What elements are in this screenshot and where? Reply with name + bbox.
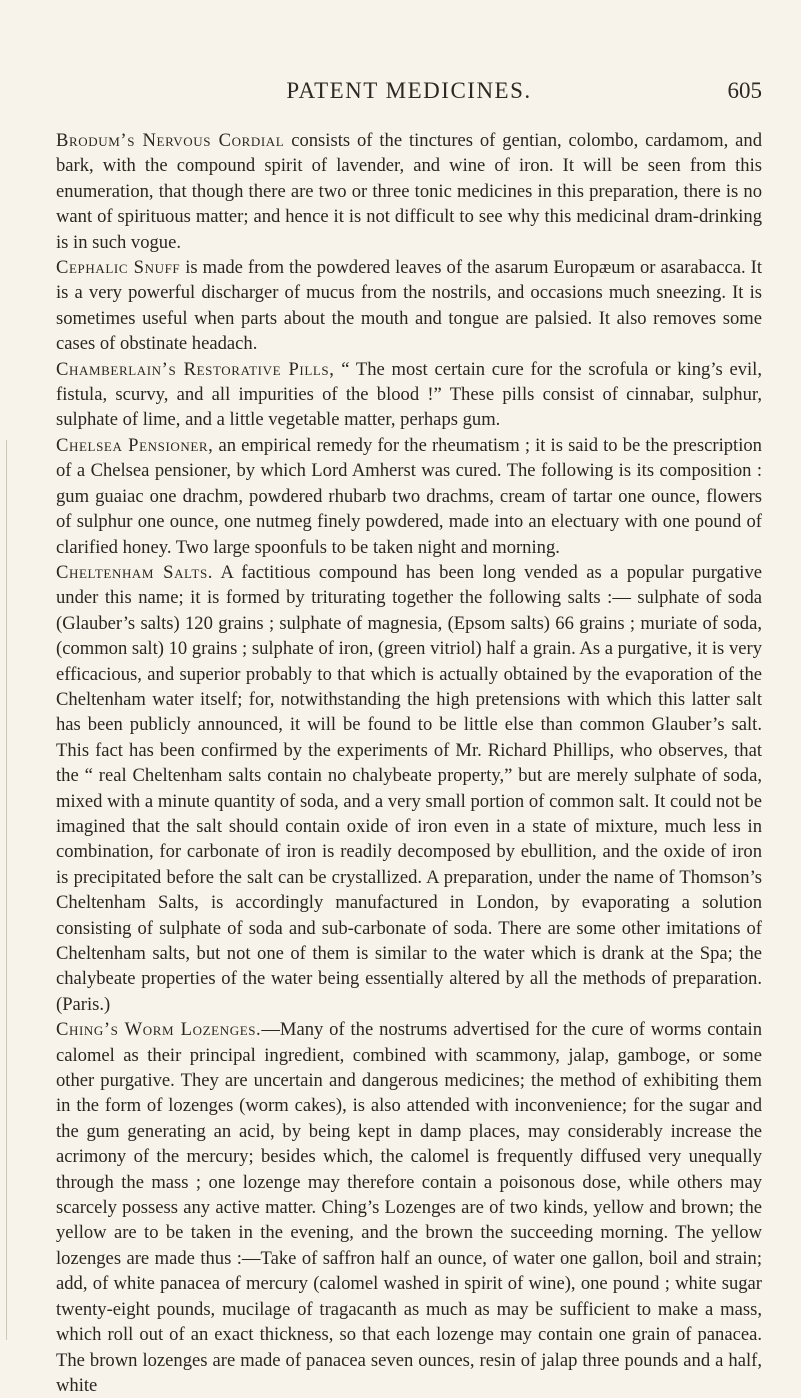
page-edge-line: [6, 440, 7, 1340]
entry-heading: Chamberlain’s Restorative Pills,: [56, 358, 335, 380]
entry-text: consists of the tinctures of gentian, colombo, cardamom, and bark, with the compound spirit of lavender, and wine of iron. It will be seen from this enumeration, that though there are two or three tonic medicines in this preparation, there is no want of spirituous matter; and hence it is not difficult to see why this medicinal dram-drinking is in such vogue.: [56, 130, 762, 253]
entry-text: “ The most certain cure for the scrofula or king’s evil, fistula, scurvy, and all impurities of the blood !” These pills consist of cinnabar, sulphur, sulphate of lime, and a little vegetable matter, perhaps gum.: [56, 358, 762, 431]
entry-text: an empirical remedy for the rheumatism ; it is said to be the prescription of a Chelsea pensioner, by which Lord Amherst was cured. The following is its composition : gum guaiac one drachm, powdered rhubarb two drachms, cream of tartar one ounce, flowers of sulphur one ounce, one nutmeg finely powdered, made into an electuary with one pound of clarified honey. Two large spoonfuls to be taken night and morning.: [56, 434, 762, 558]
paragraph-chamberlains-restorative-pills: [56, 357, 762, 433]
entry-text: is made from the powdered leaves of the asarum Europæum or asarabacca. It is a very powerful discharger of mucus from the nostrils, and occasions much sneezing. It is sometimes useful when parts about the mouth and tongue are palsied. It also removes some cases of obstinate headach.: [56, 257, 762, 355]
entry-heading: Cheltenham Salts.: [56, 561, 214, 583]
page-header: [56, 78, 762, 116]
body-text: [56, 128, 762, 1398]
paragraph-chings-worm-lozenges: [56, 1017, 762, 1398]
paragraph-cephalic-snuff: [56, 255, 762, 357]
running-head: PATENT MEDICINES.: [286, 78, 532, 103]
entry-text: —Many of the nostrums advertised for the cure of worms contain calomel as their principal ingredient, combined with scammony, jalap, gamboge, or some other purgative. They are uncertain and dangerous medicines; the method of exhibiting them in the form of lozenges (worm cakes), is also attended with inconvenience; for the sugar and the gum generating an acid, by being kept in damp places, may considerably increase the acrimony of the mercury; besides which, the calomel is frequently diffused very unequally through the mass ; one lozenge may therefore contain a poisonous dose, while others may scarcely possess any active matter. Ching’s Lozenges are of two kinds, yellow and brown; the yellow are to be taken in the evening, and the brown the succeeding morning. The yellow lozenges are made thus :—Take of saffron half an ounce, of water one gallon, boil and strain; add, of white panacea of mercury (calomel washed in spirit of wine), one pound ; white sugar twenty-eight pounds, mucilage of tragacanth as much as may be sufficient to make a mass, which roll out of an exact thickness, so that each lozenge may contain one grain of panacea. The brown lozenges are made of panacea seven ounces, resin of jalap three pounds and a half, white: [56, 1019, 762, 1396]
paragraph-cheltenham-salts: [56, 560, 762, 1017]
entry-heading: Cephalic Snuff: [56, 257, 181, 279]
entry-heading: Chelsea Pensioner,: [56, 434, 214, 456]
entry-text: A factitious compound has been long vended as a popular purgative under this name; it is formed by triturating together the following salts :— sulphate of soda (Glauber’s salts) 120 grains ; sulphate of magnesia, (Epsom salts) 66 grains ; muriate of soda, (common salt) 10 grains ; sulphate of iron, (green vitriol) half a grain. As a purgative, it is very efficacious, and superior probably to that which is actually obtained by the evaporation of the Cheltenham water itself; for, notwithstanding the high pretensions with which this latter salt has been publicly announced, it will be found to be little else than common Glauber’s salt. This fact has been confirmed by the experiments of Mr. Richard Phillips, who observes, that the “ real Cheltenham salts contain no chalybeate property,” but are merely sulphate of soda, mixed with a minute quantity of soda, and a very small portion of common salt. It could not be imagined that the salt should contain oxide of iron even in a state of mixture, much less in combination, for carbonate of iron is readily decomposed by ebullition, and the oxide of iron is precipitated before the salt can be crystallized. A preparation, under the name of Thomson’s Cheltenham Salts, is accordingly manufactured in London, by evaporating a solution consisting of sulphate of soda and sub-carbonate of soda. There are some other imitations of Cheltenham salts, but not one of them is similar to the water which is drank at the Spa; the chalybeate properties of the water being essentially altered by all the methods of preparation. (Paris.): [56, 561, 762, 1015]
page-number: 605: [727, 78, 762, 103]
book-page: [56, 78, 762, 1398]
paragraph-chelsea-pensioner: [56, 433, 762, 560]
paragraph-brodums-nervous-cordial: [56, 128, 762, 255]
entry-heading: Brodum’s Nervous Cordial: [56, 130, 285, 151]
entry-heading: Ching’s Worm Lozenges.: [56, 1019, 262, 1041]
